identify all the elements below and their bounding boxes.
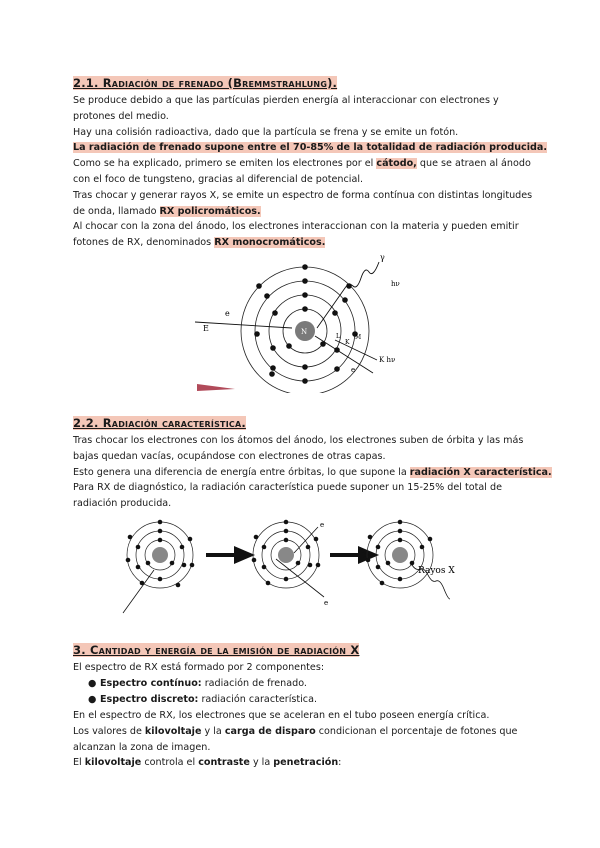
list-item: ● Espectro contínuo: radiación de frenado. <box>88 678 307 689</box>
components-list <box>88 676 317 708</box>
svg-text:K hν: K hν <box>379 356 396 364</box>
paragraph-line: Tras chocar los electrones con los átomos del ánodo, los electrones suben de órbita y las más <box>73 435 524 446</box>
svg-text:L: L <box>336 333 340 340</box>
nucleus-label: N <box>301 328 308 336</box>
paragraph-line: Al chocar con la zona del ánodo, los electrones interaccionan con la materia y pueden emitir <box>73 221 519 233</box>
svg-text:K: K <box>345 339 350 346</box>
section-3-intro <box>73 660 528 676</box>
paragraph-line: de onda, llamado RX policromáticos. <box>73 205 261 217</box>
svg-text:e: e <box>324 599 329 607</box>
svg-text:hν: hν <box>391 280 400 288</box>
paragraph-line: Hay una colisión radioactiva, dado que la partícula se frena y se emite un fotón. <box>73 126 459 138</box>
arrow-icon <box>206 549 250 561</box>
svg-text:E: E <box>203 324 209 333</box>
svg-text:M: M <box>355 334 362 341</box>
characteristic-radiation-diagram <box>118 515 468 620</box>
incident-electron-path <box>195 322 292 328</box>
atom-step-1 <box>123 520 194 613</box>
paragraph-line: En el espectro de RX, los electrones que se aceleran en el tubo poseen energía crítica. <box>73 710 490 721</box>
svg-text:Rayos X: Rayos X <box>418 566 455 576</box>
section-2-1-body <box>73 93 547 251</box>
section-3-body <box>73 708 528 771</box>
atom-step-3 <box>366 520 456 599</box>
bremsstrahlung-atom-diagram <box>195 248 430 393</box>
svg-text:e: e <box>225 309 230 318</box>
paragraph-line: Como se ha explicado, primero se emiten los electrones por el cátodo, que se atraen al ánodo <box>73 158 531 170</box>
paragraph-line: El espectro de RX está formado por 2 componentes: <box>73 662 325 673</box>
svg-text:γ: γ <box>380 253 385 262</box>
section-3-heading: 3. Cantidad y energía de la emisión de radiación X <box>73 643 360 657</box>
atom-step-2 <box>252 520 328 607</box>
paragraph-line: con el foco de tungsteno, gracias al diferencial de potencial. <box>73 173 364 185</box>
photon-wave <box>317 262 379 328</box>
decorative-wedge <box>197 384 235 391</box>
paragraph-line: Para RX de diagnóstico, la radiación característica puede suponer un 15-25% del total de <box>73 482 502 494</box>
svg-text:e: e <box>351 366 356 374</box>
paragraph-line: El kilovoltaje controla el contraste y la penetración: <box>73 757 342 769</box>
paragraph-line: Esto genera una diferencia de energía entre órbitas, lo que supone la radiación X característica. <box>73 466 552 478</box>
k-photon-line <box>335 340 377 360</box>
paragraph-line: fotones de RX, denominados RX monocromáticos. <box>73 237 326 249</box>
paragraph-line: protones del medio. <box>73 110 169 122</box>
section-2-1-heading: 2.1. Radiación de frenado (Bremmstrahlung). <box>73 76 338 90</box>
paragraph-line: La radiación de frenado supone entre el 70-85% de la totalidad de radiación producida. <box>73 142 547 154</box>
paragraph-line: Se produce debido a que las partículas pierden energía al interaccionar con electrones y <box>73 95 499 106</box>
section-2-2-heading: 2.2. Radiación característica. <box>73 416 246 430</box>
paragraph-line: Los valores de kilovoltaje y la carga de disparo condicionan el porcentaje de fotones que <box>73 725 518 737</box>
section-2-2-body <box>73 433 552 512</box>
list-item: ● Espectro discreto: radiación característica. <box>88 693 317 705</box>
paragraph-line: bajas quedan vacías, ocupándose con electrones de otras capas. <box>73 450 386 462</box>
paragraph-line: alcanzan la zona de imagen. <box>73 741 211 753</box>
paragraph-line: radiación producida. <box>73 498 172 510</box>
paragraph-line: Tras chocar y generar rayos X, se emite un espectro de forma contínua con distintas longitudes <box>73 189 533 201</box>
svg-text:e: e <box>320 521 325 529</box>
